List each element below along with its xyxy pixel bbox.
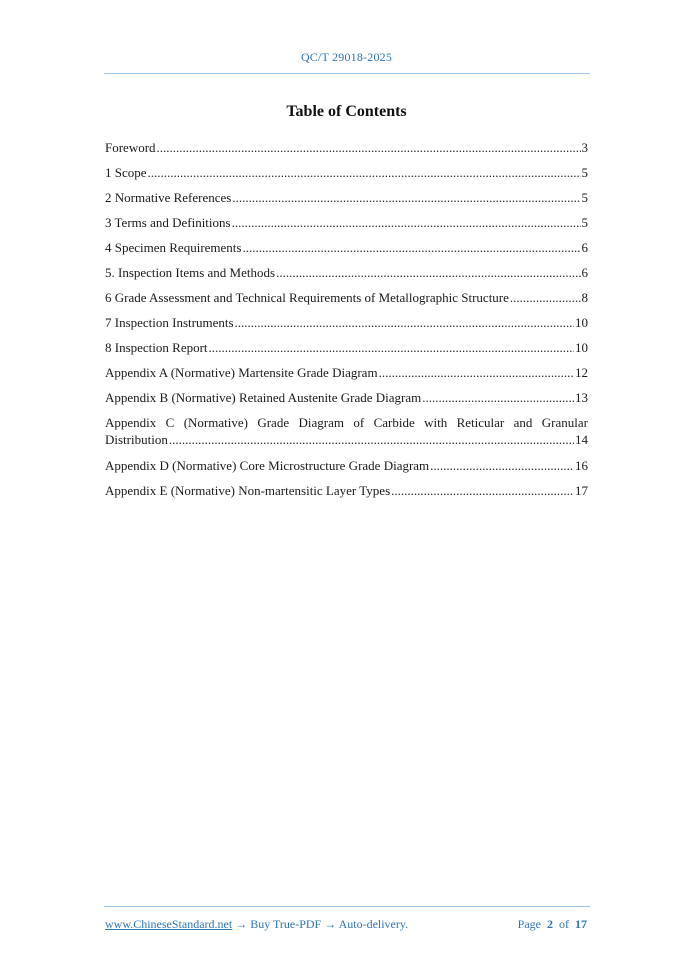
toc-entry-label: 7 Inspection Instruments	[105, 315, 234, 330]
dot-leader	[209, 339, 574, 356]
dot-leader	[422, 389, 574, 406]
dot-leader	[391, 482, 574, 499]
toc-entry-label: Appendix A (Normative) Martensite Grade Diagram	[105, 365, 378, 380]
dot-leader	[232, 189, 580, 206]
toc-entry-inspection-items[interactable]	[105, 264, 588, 289]
dot-leader	[430, 457, 574, 474]
toc-entry-label: 4 Specimen Requirements	[105, 240, 242, 255]
toc-entry-label: Distribution	[105, 432, 168, 447]
toc-entry-label-line2	[105, 431, 588, 448]
page-number	[518, 917, 587, 932]
toc-entry-specimen-requirements[interactable]	[105, 239, 588, 264]
toc-word: and	[513, 415, 533, 430]
page-footer	[105, 917, 587, 932]
toc-word: Diagram	[298, 415, 344, 430]
toc-entry-normative-references[interactable]	[105, 189, 588, 214]
page-prefix: Page	[517, 917, 541, 931]
toc-entry-label: Appendix E (Normative) Non-martensitic Layer Types	[105, 483, 391, 498]
dot-leader	[379, 364, 574, 381]
toc-entry-appendix-b[interactable]	[105, 389, 588, 414]
toc-entry-grade-assessment[interactable]	[105, 289, 588, 314]
toc-word: Granular	[541, 415, 588, 430]
dot-leader	[235, 314, 574, 331]
toc-word: Grade	[257, 415, 290, 430]
toc-entry-label-line1	[105, 414, 588, 431]
dot-leader	[148, 164, 581, 181]
footer-promo-text: → Buy True-PDF → Auto-delivery.	[232, 917, 409, 931]
toc-entry-label: 2 Normative References	[105, 190, 232, 205]
toc-entry-page: 12	[575, 365, 588, 380]
toc-entry-label: 6 Grade Assessment and Technical Requirements of Metallographic Structure	[105, 290, 509, 305]
toc-entry-page: 10	[575, 340, 588, 355]
toc-entry-page: 3	[581, 140, 588, 155]
toc-entry-appendix-c[interactable]	[105, 414, 588, 457]
dot-leader	[169, 431, 574, 448]
toc-entry-page: 14	[575, 432, 588, 447]
current-page: 2	[547, 917, 553, 931]
toc-entry-page: 16	[575, 458, 588, 473]
toc-entry-appendix-d[interactable]	[105, 457, 588, 482]
toc-entry-label: 1 Scope	[105, 165, 147, 180]
toc-entry-page: 10	[575, 315, 588, 330]
toc-word: of	[353, 415, 365, 430]
toc-entry-terms-definitions[interactable]	[105, 214, 588, 239]
table-of-contents	[105, 139, 588, 507]
toc-entry-label: 3 Terms and Definitions	[105, 215, 231, 230]
toc-entry-scope[interactable]	[105, 164, 588, 189]
page-of: of	[559, 917, 569, 931]
toc-word: Carbide	[373, 415, 415, 430]
toc-word: Appendix	[105, 415, 157, 430]
website-link[interactable]: www.ChineseStandard.net	[105, 917, 233, 931]
toc-title: Table of Contents	[286, 103, 407, 120]
header-divider	[104, 73, 590, 74]
dot-leader	[510, 289, 581, 306]
toc-entry-label: Appendix B (Normative) Retained Austenite Grade Diagram	[105, 390, 422, 405]
toc-entry-page: 17	[575, 483, 588, 498]
toc-entry-page: 6	[581, 265, 588, 280]
dot-leader	[242, 239, 580, 256]
toc-entry-appendix-e[interactable]	[105, 482, 588, 507]
toc-entry-foreword[interactable]	[105, 139, 588, 164]
toc-entry-page: 8	[581, 290, 588, 305]
toc-word: Reticular	[456, 415, 505, 430]
dot-leader	[157, 139, 581, 156]
toc-entry-page: 5	[581, 190, 588, 205]
toc-entry-page: 5	[581, 215, 588, 230]
total-pages: 17	[575, 917, 587, 931]
toc-entry-page: 13	[575, 390, 588, 405]
toc-entry-label: 5. Inspection Items and Methods	[105, 265, 276, 280]
toc-word: with	[424, 415, 448, 430]
document-code-header: QC/T 29018-2025	[300, 50, 393, 64]
dot-leader	[276, 264, 580, 281]
toc-entry-page: 5	[581, 165, 588, 180]
toc-word: (Normative)	[183, 415, 248, 430]
dot-leader	[232, 214, 581, 231]
toc-entry-label: 8 Inspection Report	[105, 340, 208, 355]
toc-entry-appendix-a[interactable]	[105, 364, 588, 389]
toc-entry-label: Foreword	[105, 140, 156, 155]
footer-promo	[105, 917, 408, 932]
toc-entry-page: 6	[581, 240, 588, 255]
toc-word: C	[165, 415, 175, 430]
toc-entry-inspection-report[interactable]	[105, 339, 588, 364]
footer-divider	[104, 906, 590, 907]
toc-entry-label: Appendix D (Normative) Core Microstructure Grade Diagram	[105, 458, 430, 473]
toc-entry-inspection-instruments[interactable]	[105, 314, 588, 339]
